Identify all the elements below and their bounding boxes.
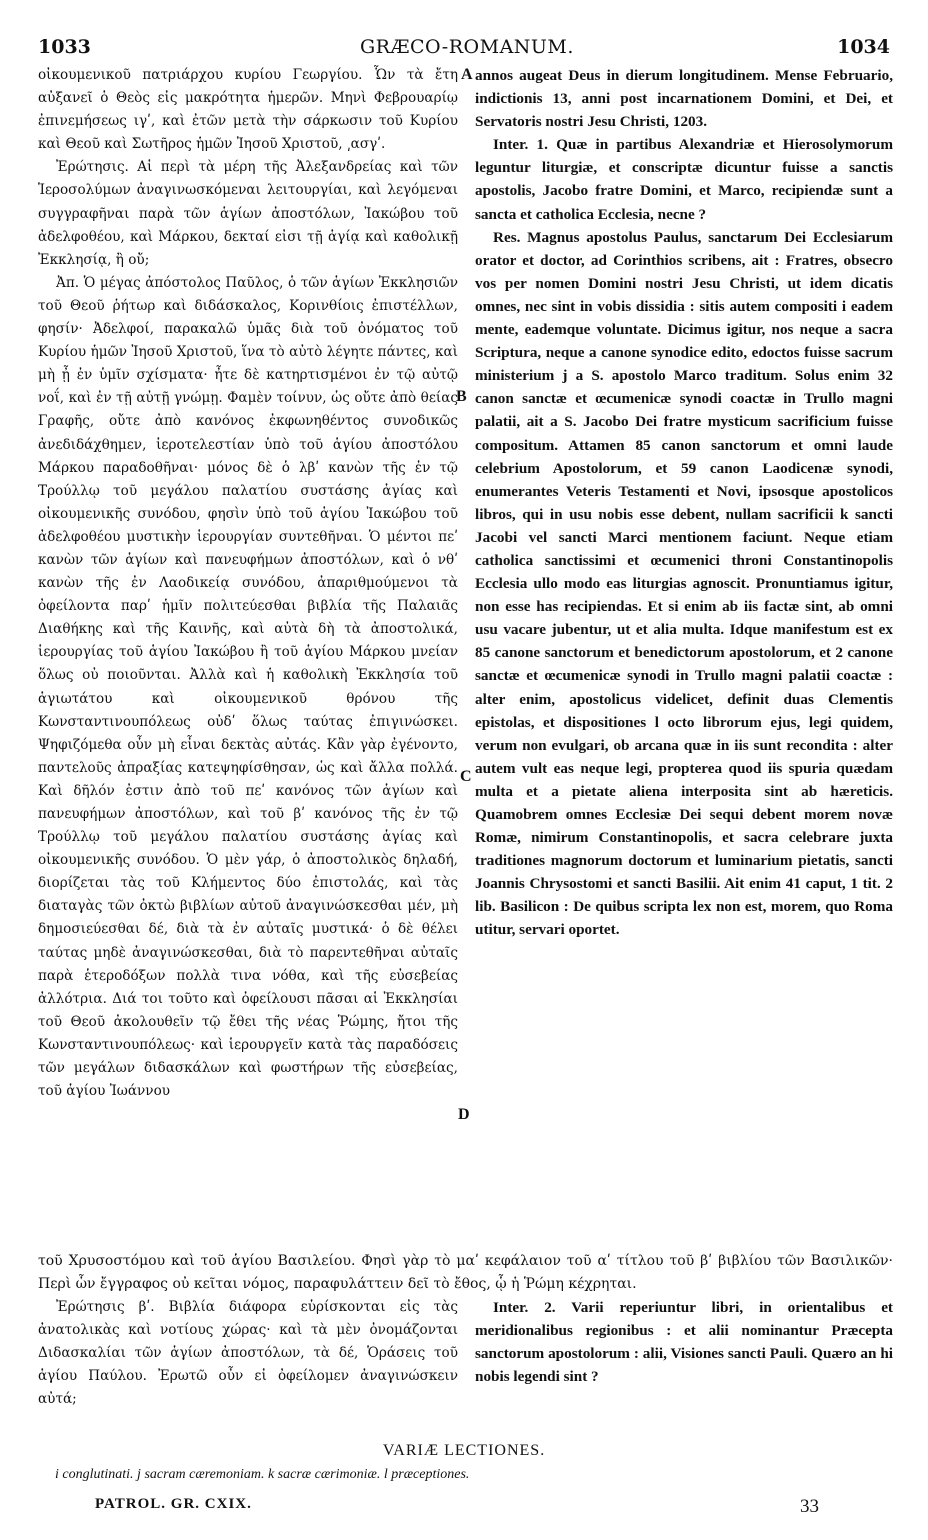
latin-paragraph-3: Res. Magnus apostolus Paulus, sanctarum Dei Ecclesiarum orator et doctor, ad Corinthios scribens, ait : Fratres, obsecro vos per nomen Domini nostri Jesu Christi, ut idem dicatis omnes, nec sint in vobis dissidia : sitis autem compositi i eadem mente, eademque voluntate. Dicimus igitur, nos neque a sacra Scriptura, neque a canone synodice edito, edoctos fuisse sacrum ministerium j a S. apostolo Marco traditum. Solus enim 32 canon sanctæ et œcumenicæ synodi coactæ in Trullo magni palatii, ait a S. Jacobo Dei fratre mysticum sacrificium fuisse compositum. Attamen 85 canon sanctorum et omni laude celebrium Apostolorum, et 59 canon Laodicenæ synodi, enumerantes Veteris Testamenti et Novi, ipsosque apostolicos libros, qui in usu nobis esse debent, nullam sacrificii k sancti Jacobi vel sancti Marci mentionem faciunt. Neque etiam catholica sanctissimi et œcumenici throni Constantinopolis Ecclesia ullo modo eas liturgias agnoscit. Pronuntiamus igitur, non esse has recipiendas. Et si enim ab iis factæ sint, ab omni usu vacare jubentur, ut et alia multa. Idque manifestum est ex 85 canone sanctorum et benedictorum apostolorum, et 2 canone sanctæ et œcumenicæ synodi in Trullo magni palatii coactæ : alter enim, apostolicus videlicet, definit duas Clementis epistolas, et dispositiones l octo librorum ejus, legi quidem, verum non evulgari, ob arcana quæ in iis sunt recondita : alter autem vult eas neque legi, propterea quod iis spuria quædam multa et a pietate aliena interposita sint ab hæreticis. Quamobrem omnes Ecclesiæ Dei sequi debent morem novæ Romæ, nimirum Constantinopolis, et sacra celebrare juxta traditiones magnorum doctorum et luminarium pietatis, sancti Joannis Chrysostomi et sancti Basilii. Ait enim 41 caput, 1 tit. 2 lib. Basilicon : De quibus scripta lex non est, morem, quo Roma utitur, servari oportet. [475, 228, 893, 939]
latin-paragraph-1: annos augeat Deus in dierum longitudinem. Mense Februario, indictionis 13, anni post incarnationem Domini, et Dei, et Servatoris nostri Jesu Christi, 1203. [475, 67, 893, 131]
greek-paragraph-1: οἰκουμενικοῦ πατριάρχου κυρίου Γεωργίου. Ὧν τὰ ἔτη αὐξανεῖ ὁ Θεὸς εἰς μακρότητα ἡμερῶν. Μηνὶ Φεβρουαρίῳ ἐπινεμήσεως ιγʹ, καὶ ἐτῶν μετὰ τὴν σάρκωσιν τοῦ Κυρίου καὶ Θεοῦ καὶ Σωτῆρος ἡμῶν Ἰησοῦ Χριστοῦ, ͵ασγʹ. [38, 67, 458, 153]
page-number-left: 1033 [38, 36, 91, 58]
greek-paragraph-3: Ἀπ. Ὁ μέγας ἀπόστολος Παῦλος, ὁ τῶν ἁγίων Ἐκκλησιῶν τοῦ Θεοῦ ῥήτωρ καὶ διδάσκαλος, Κορινθίοις ἐπιστέλλων, φησίν· Ἀδελφοί, παρακαλῶ ὑμᾶς διὰ τοῦ ὀνόματος τοῦ Κυρίου ἡμῶν Ἰησοῦ Χριστοῦ, ἵνα τὸ αὐτὸ λέγητε πάντες, καὶ μὴ ᾖ ἐν ὑμῖν σχίσματα· ἦτε δὲ κατηρτισμένοι ἐν τῷ αὐτῷ νοΐ, καὶ ἐν τῇ αὐτῇ γνώμῃ. Φαμὲν τοίνυν, ὡς οὔτε ἀπὸ θείας Γραφῆς, οὔτε ἀπὸ κανόνος ἐκφωνηθέντος συνοδικῶς ἀνεδιδάχθημεν, ἱεροτελεστίαν ὑπὸ τοῦ ἁγίου ἀποστόλου Μάρκου παραδοθῆναι· μόνος δὲ ὁ λβʹ κανὼν τῆς ἐν τῷ Τρούλλῳ τοῦ μεγάλου παλατίου συστάσης ἁγίας καὶ οἰκουμενικῆς συνόδου, φησὶν ὑπὸ τοῦ ἁγίου Ἰακώβου τοῦ ἀδελφοθέου μυστικὴν ἱερουργίαν συντεθῆναι. Ὁ μέντοι πεʹ κανὼν τῶν ἁγίων καὶ πανευφήμων ἀποστόλων, καὶ ὁ νθʹ κανὼν τῆς ἐν Λαοδικείᾳ συνόδου, ἀπαριθμούμενοι τὰ ὀφείλοντα παρʹ ἡμῖν πολιτεύεσθαι βιβλία τῆς Παλαιᾶς Διαθήκης καὶ τῆς Καινῆς, καὶ αὐτὰ δὴ τὰ ἀποστολικά, ἱερουργίας τοῦ ἁγίου Ἰακώβου ἢ τοῦ ἁγίου Μάρκου μνείαν ὅλως οὐ ποιοῦνται. Ἀλλὰ καὶ ἡ καθολικὴ Ἐκκλησία τοῦ ἁγιωτάτου καὶ οἰκουμενικοῦ θρόνου τῆς Κωνσταντινουπόλεως οὐδʹ ὅλως ταύτας ἐπιγινώσκει. Ψηφιζόμεθα οὖν μὴ εἶναι δεκτὰς αὐτάς. Κἂν γὰρ ἐγένοντο, παντελοῦς ἀπραξίας κατεψηφίσθησαν, ὡς καὶ ἄλλα πολλά. Καὶ δῆλόν ἐστιν ἀπὸ τοῦ πεʹ κανόνος τῶν ἁγίων καὶ πανευφήμων ἀποστόλων, καὶ τοῦ βʹ κανόνος τῆς ἐν τῷ Τρούλλῳ τοῦ μεγάλου παλατίου συστάσης ἁγίας καὶ οἰκουμενικῆς συνόδου. Ὁ μὲν γάρ, ὁ ἀποστολικὸς δηλαδή, διορίζεται τὰς τοῦ Κλήμεντος δύο ἐπιστολάς, καὶ τὰς διαταγὰς τῶν ὀκτὼ βιβλίων αὐτοῦ ἀναγινώσκεσθαι μέν, μὴ δημοσιεύεσθαι δέ, διὰ τὰ ἐν αὐταῖς μυστικά· ὁ δὲ θέλει ταύτας μηδὲ ἀναγινώσκεσθαι, διὰ τὸ παρεντεθῆναι αὐταῖς παρὰ ἑτεροδόξων πολλὰ τινα νόθα, καὶ τῆς εὐσεβείας ἀλλότρια. Διά τοι τοῦτο καὶ ὀφείλουσι πᾶσαι αἱ Ἐκκλησίαι τοῦ Θεοῦ ἀκολουθεῖν τῷ ἔθει τῆς νέας Ῥώμης, ἤτοι τῆς Κωνσταντινουπόλεως· καὶ ἱερουργεῖν κατὰ τὰς παραδόσεις τῶν μεγάλων διδασκάλων καὶ φωστήρων τῆς εὐσεβείας, τοῦ ἁγίου Ἰωάννου [38, 274, 458, 1100]
running-title: GRÆCO-ROMANUM. [360, 36, 574, 58]
footnotes: i conglutinati. j sacram cæremoniam. k sacræ cærimoniæ. l præceptiones. [55, 1467, 470, 1482]
variae-lectiones-title: VARIÆ LECTIONES. [382, 1442, 546, 1459]
margin-letter-c: C [460, 768, 472, 785]
margin-letter-d: D [458, 1106, 470, 1123]
page-header [0, 36, 928, 62]
footer-series: PATROL. GR. CXIX. [95, 1496, 252, 1512]
page-number-right: 1034 [837, 36, 890, 58]
greek-column [38, 64, 458, 1103]
latin-paragraph-4: Inter. 2. Varii reperiuntur libri, in orientalibus et meridionalibus regionibus : et alii nominantur Præcepta sanctorum apostolorum : alii, Visiones sancti Pauli. Quæro an hi nobis legendi sint ? [475, 1299, 893, 1385]
margin-letter-b: B [456, 388, 467, 405]
greek-paragraph-4: Ἐρώτησις βʹ. Βιβλία διάφορα εὑρίσκονται εἰς τὰς ἀνατολικὰς καὶ νοτίους χώρας· καὶ τὰ μὲν ὀνομάζονται Διδασκαλίαι τῶν ἁγίων ἀποστόλων, τὰ δέ, Ὁράσεις τοῦ ἁγίου Παύλου. Ἐρωτῶ οὖν εἰ ὀφείλομεν ἀναγινώσκειν αὐτά; [38, 1299, 458, 1407]
latin-paragraph-2: Inter. 1. Quæ in partibus Alexandriæ et Hierosolymorum leguntur liturgiæ, et conscriptæ dicuntur fuisse a sanctis apostolis, Jacobo fratre Domini, et Marco, recipiendæ sunt a sancta et catholica Ecclesia, necne ? [475, 136, 893, 223]
spanning-line: τοῦ Χρυσοστόμου καὶ τοῦ ἁγίου Βασιλείου. Φησὶ γὰρ τὸ μαʹ κεφάλαιον τοῦ αʹ τίτλου τοῦ βʹ βιβλίου τῶν Βασιλικῶν· Περὶ ὧν ἔγγραφος οὐ κεῖται νόμος, παραφυλάττειν δεῖ τὸ ἔθος, ᾧ ἡ Ῥώμη κέχρηται. [38, 1253, 893, 1292]
latin-column [475, 64, 893, 942]
greek-paragraph-2: Ἐρώτησις. Αἱ περὶ τὰ μέρη τῆς Ἀλεξανδρείας καὶ τῶν Ἱεροσολύμων ἀναγινωσκόμεναι λειτουργίαι, καὶ λεγόμεναι συγγραφῆναι παρὰ τῶν ἁγίων ἀποστόλων, Ἰακώβου τοῦ ἀδελφοθέου, καὶ Μάρκου, δεκταί εἰσι τῇ ἁγίᾳ καὶ καθολικῇ Ἐκκλησίᾳ, ἢ οὔ; [38, 159, 458, 268]
footer-signature: 33 [800, 1496, 819, 1517]
margin-letter-a: A [461, 66, 473, 83]
